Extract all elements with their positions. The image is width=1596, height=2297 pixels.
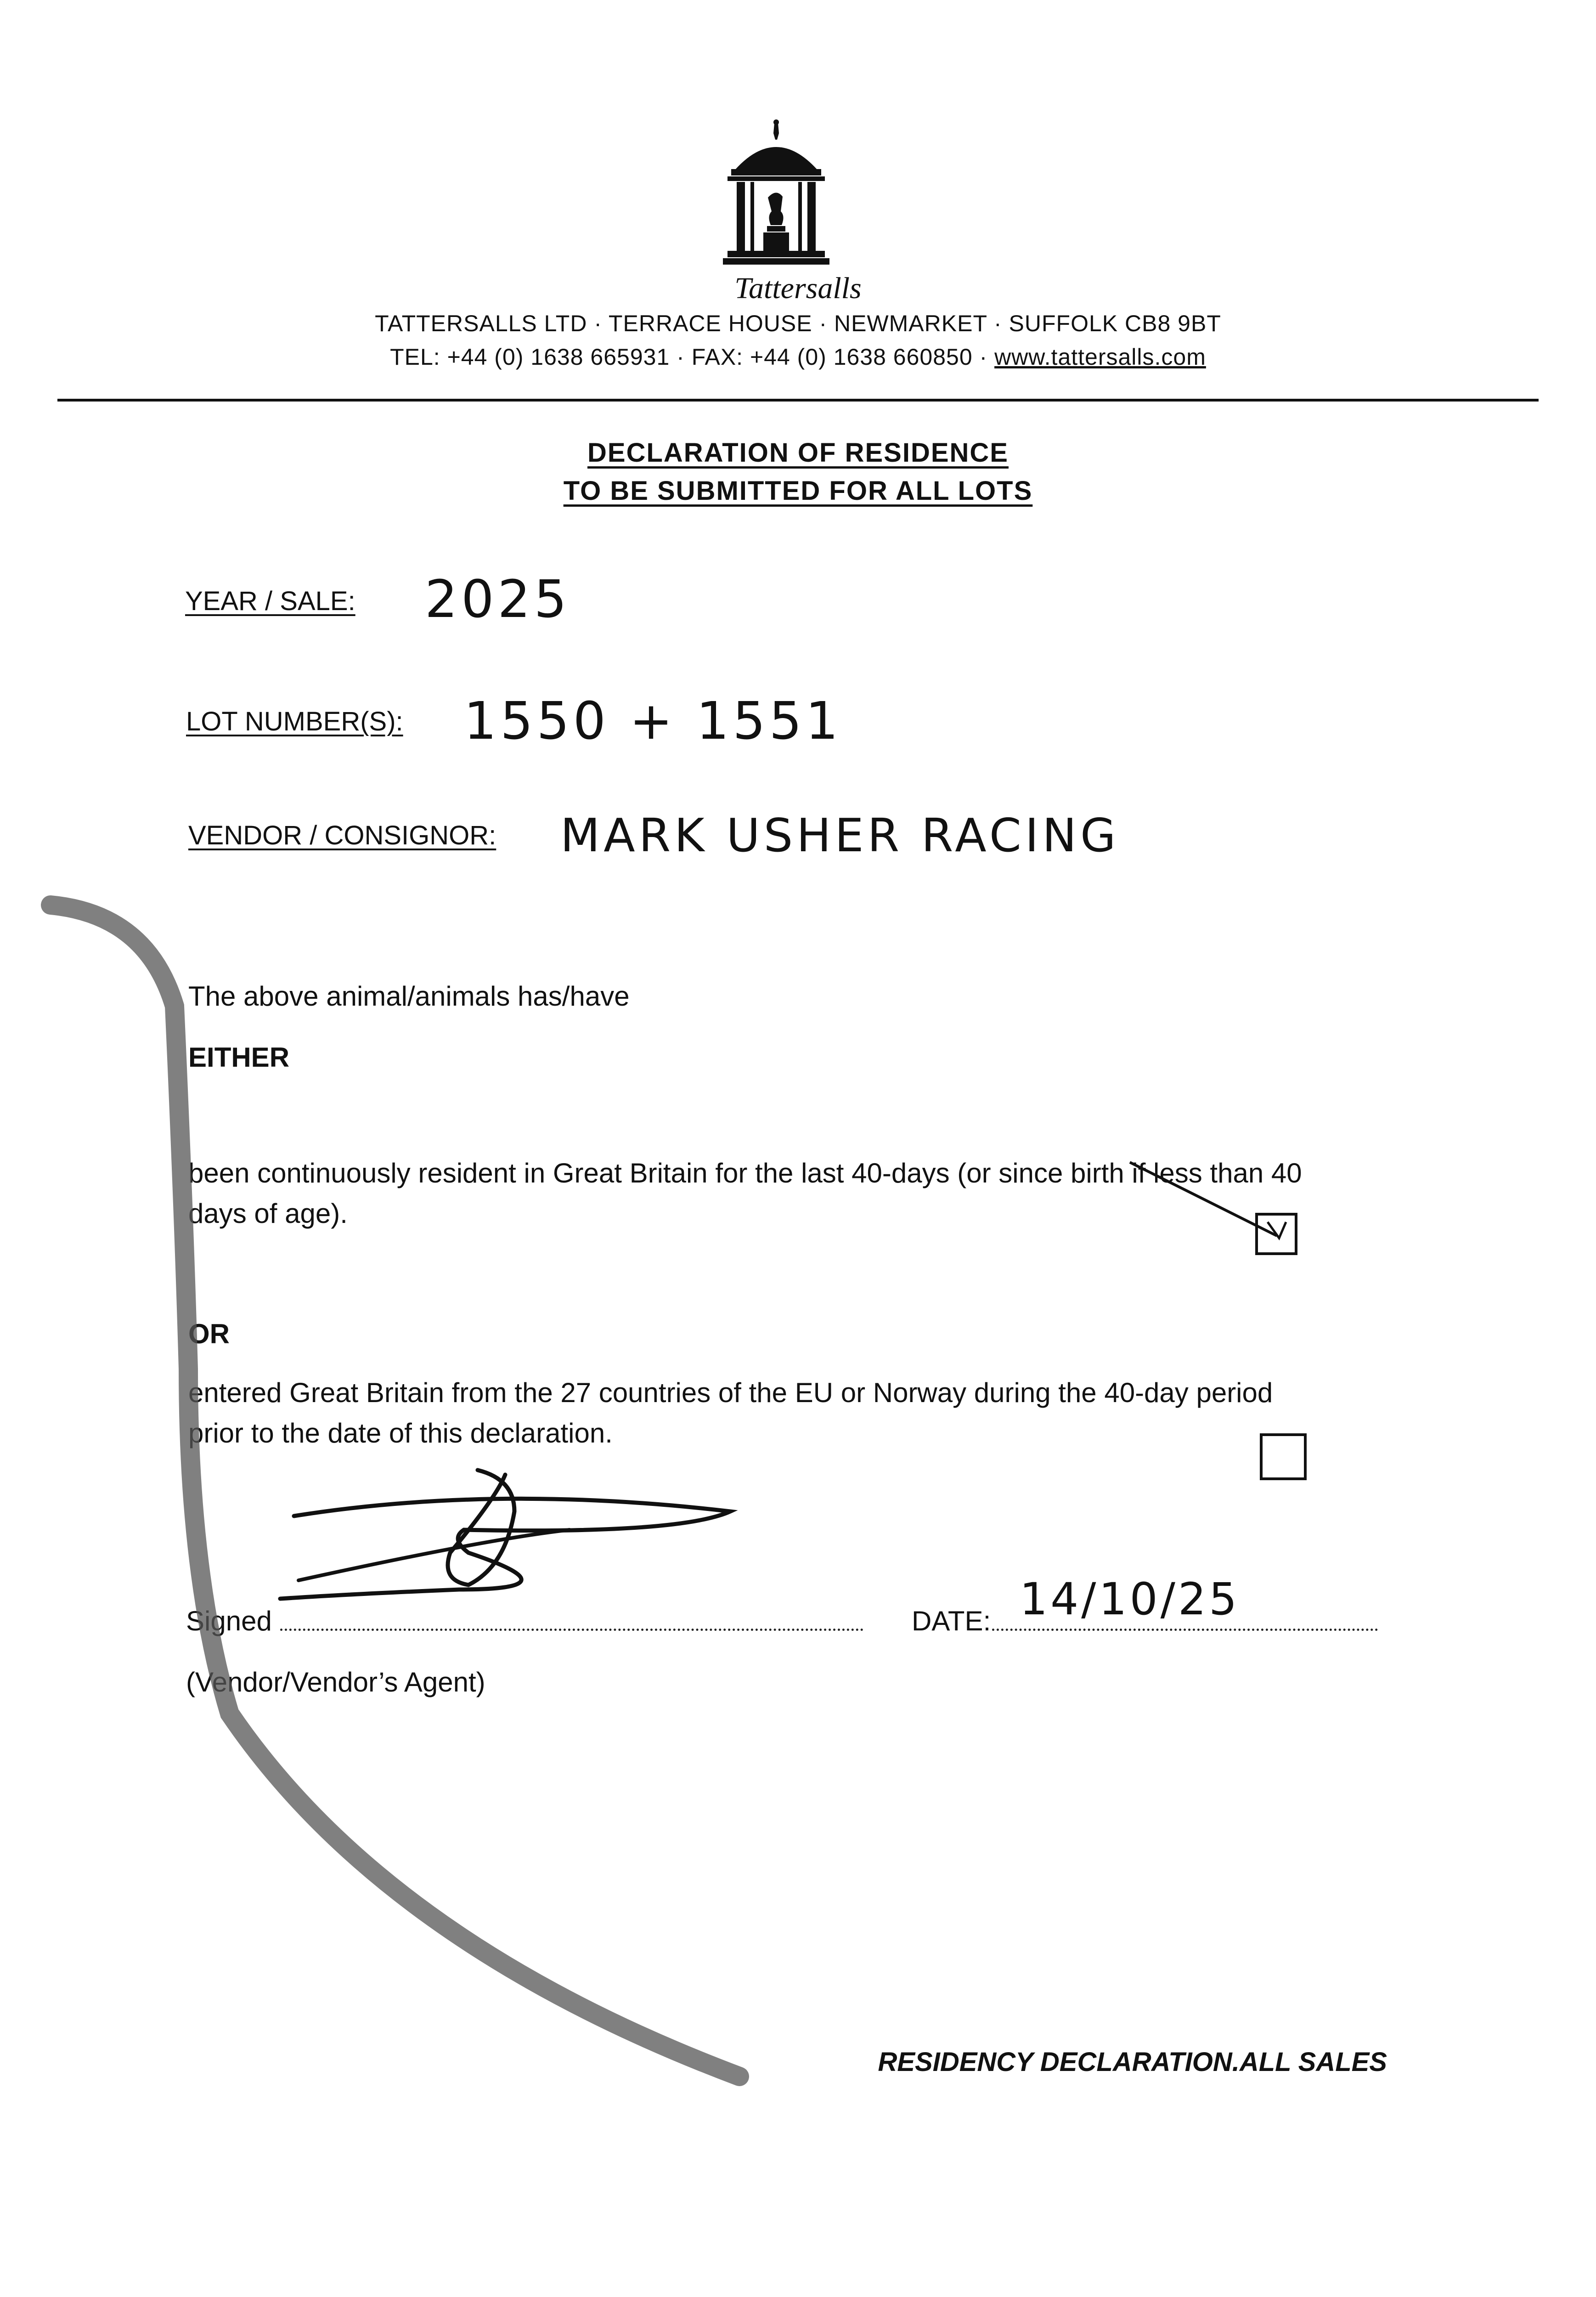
vendor-consignor-value[interactable]: MARK USHER RACING bbox=[560, 809, 1120, 862]
tattersalls-logo bbox=[721, 119, 831, 271]
option2-text-line1: entered Great Britain from the 27 countries of the EU or Norway during the 40-day period bbox=[188, 1377, 1273, 1408]
company-address: TATTERSALLS LTD · TERRACE HOUSE · NEWMARKET · SUFFOLK CB8 9BT bbox=[375, 311, 1221, 336]
scan-artifact-shadow bbox=[37, 887, 772, 2127]
header-divider bbox=[57, 399, 1539, 402]
website-link[interactable]: www.tattersalls.com bbox=[994, 344, 1206, 370]
option2-checkbox[interactable] bbox=[1260, 1433, 1307, 1480]
lot-numbers-label: LOT NUMBER(S): bbox=[186, 707, 403, 736]
year-sale-value[interactable]: 2025 bbox=[425, 570, 571, 629]
option1-text-line2: days of age). bbox=[188, 1198, 348, 1229]
date-label: DATE: bbox=[912, 1606, 991, 1636]
option1-check-mark bbox=[1125, 1153, 1309, 1263]
document-subtitle: TO BE SUBMITTED FOR ALL LOTS bbox=[563, 476, 1033, 506]
lot-numbers-value[interactable]: 1550 + 1551 bbox=[464, 691, 842, 751]
date-value[interactable]: 14/10/25 bbox=[1020, 1573, 1240, 1625]
contact-numbers: TEL: +44 (0) 1638 665931 · FAX: +44 (0) 1638 660850 · bbox=[390, 344, 988, 370]
vendor-consignor-label: VENDOR / CONSIGNOR: bbox=[188, 820, 496, 850]
intro-text: The above animal/animals has/have bbox=[188, 981, 630, 1012]
brand-name: Tattersalls bbox=[734, 272, 862, 305]
footer-reference: RESIDENCY DECLARATION.ALL SALES bbox=[878, 2047, 1387, 2077]
year-sale-label: YEAR / SALE: bbox=[185, 586, 355, 616]
date-line[interactable] bbox=[992, 1629, 1378, 1631]
document-title: DECLARATION OF RESIDENCE bbox=[587, 438, 1009, 468]
signer-role-label: (Vendor/Vendor’s Agent) bbox=[186, 1667, 485, 1697]
or-heading: OR bbox=[188, 1318, 230, 1349]
signed-label: Signed bbox=[186, 1606, 272, 1636]
option1-text-line1: been continuously resident in Great Britain for the last 40-days (or since birth if less than 40 bbox=[188, 1158, 1302, 1188]
option2-text-line2: prior to the date of this declaration. bbox=[188, 1418, 613, 1448]
company-contact bbox=[0, 344, 1596, 370]
either-heading: EITHER bbox=[188, 1042, 290, 1073]
